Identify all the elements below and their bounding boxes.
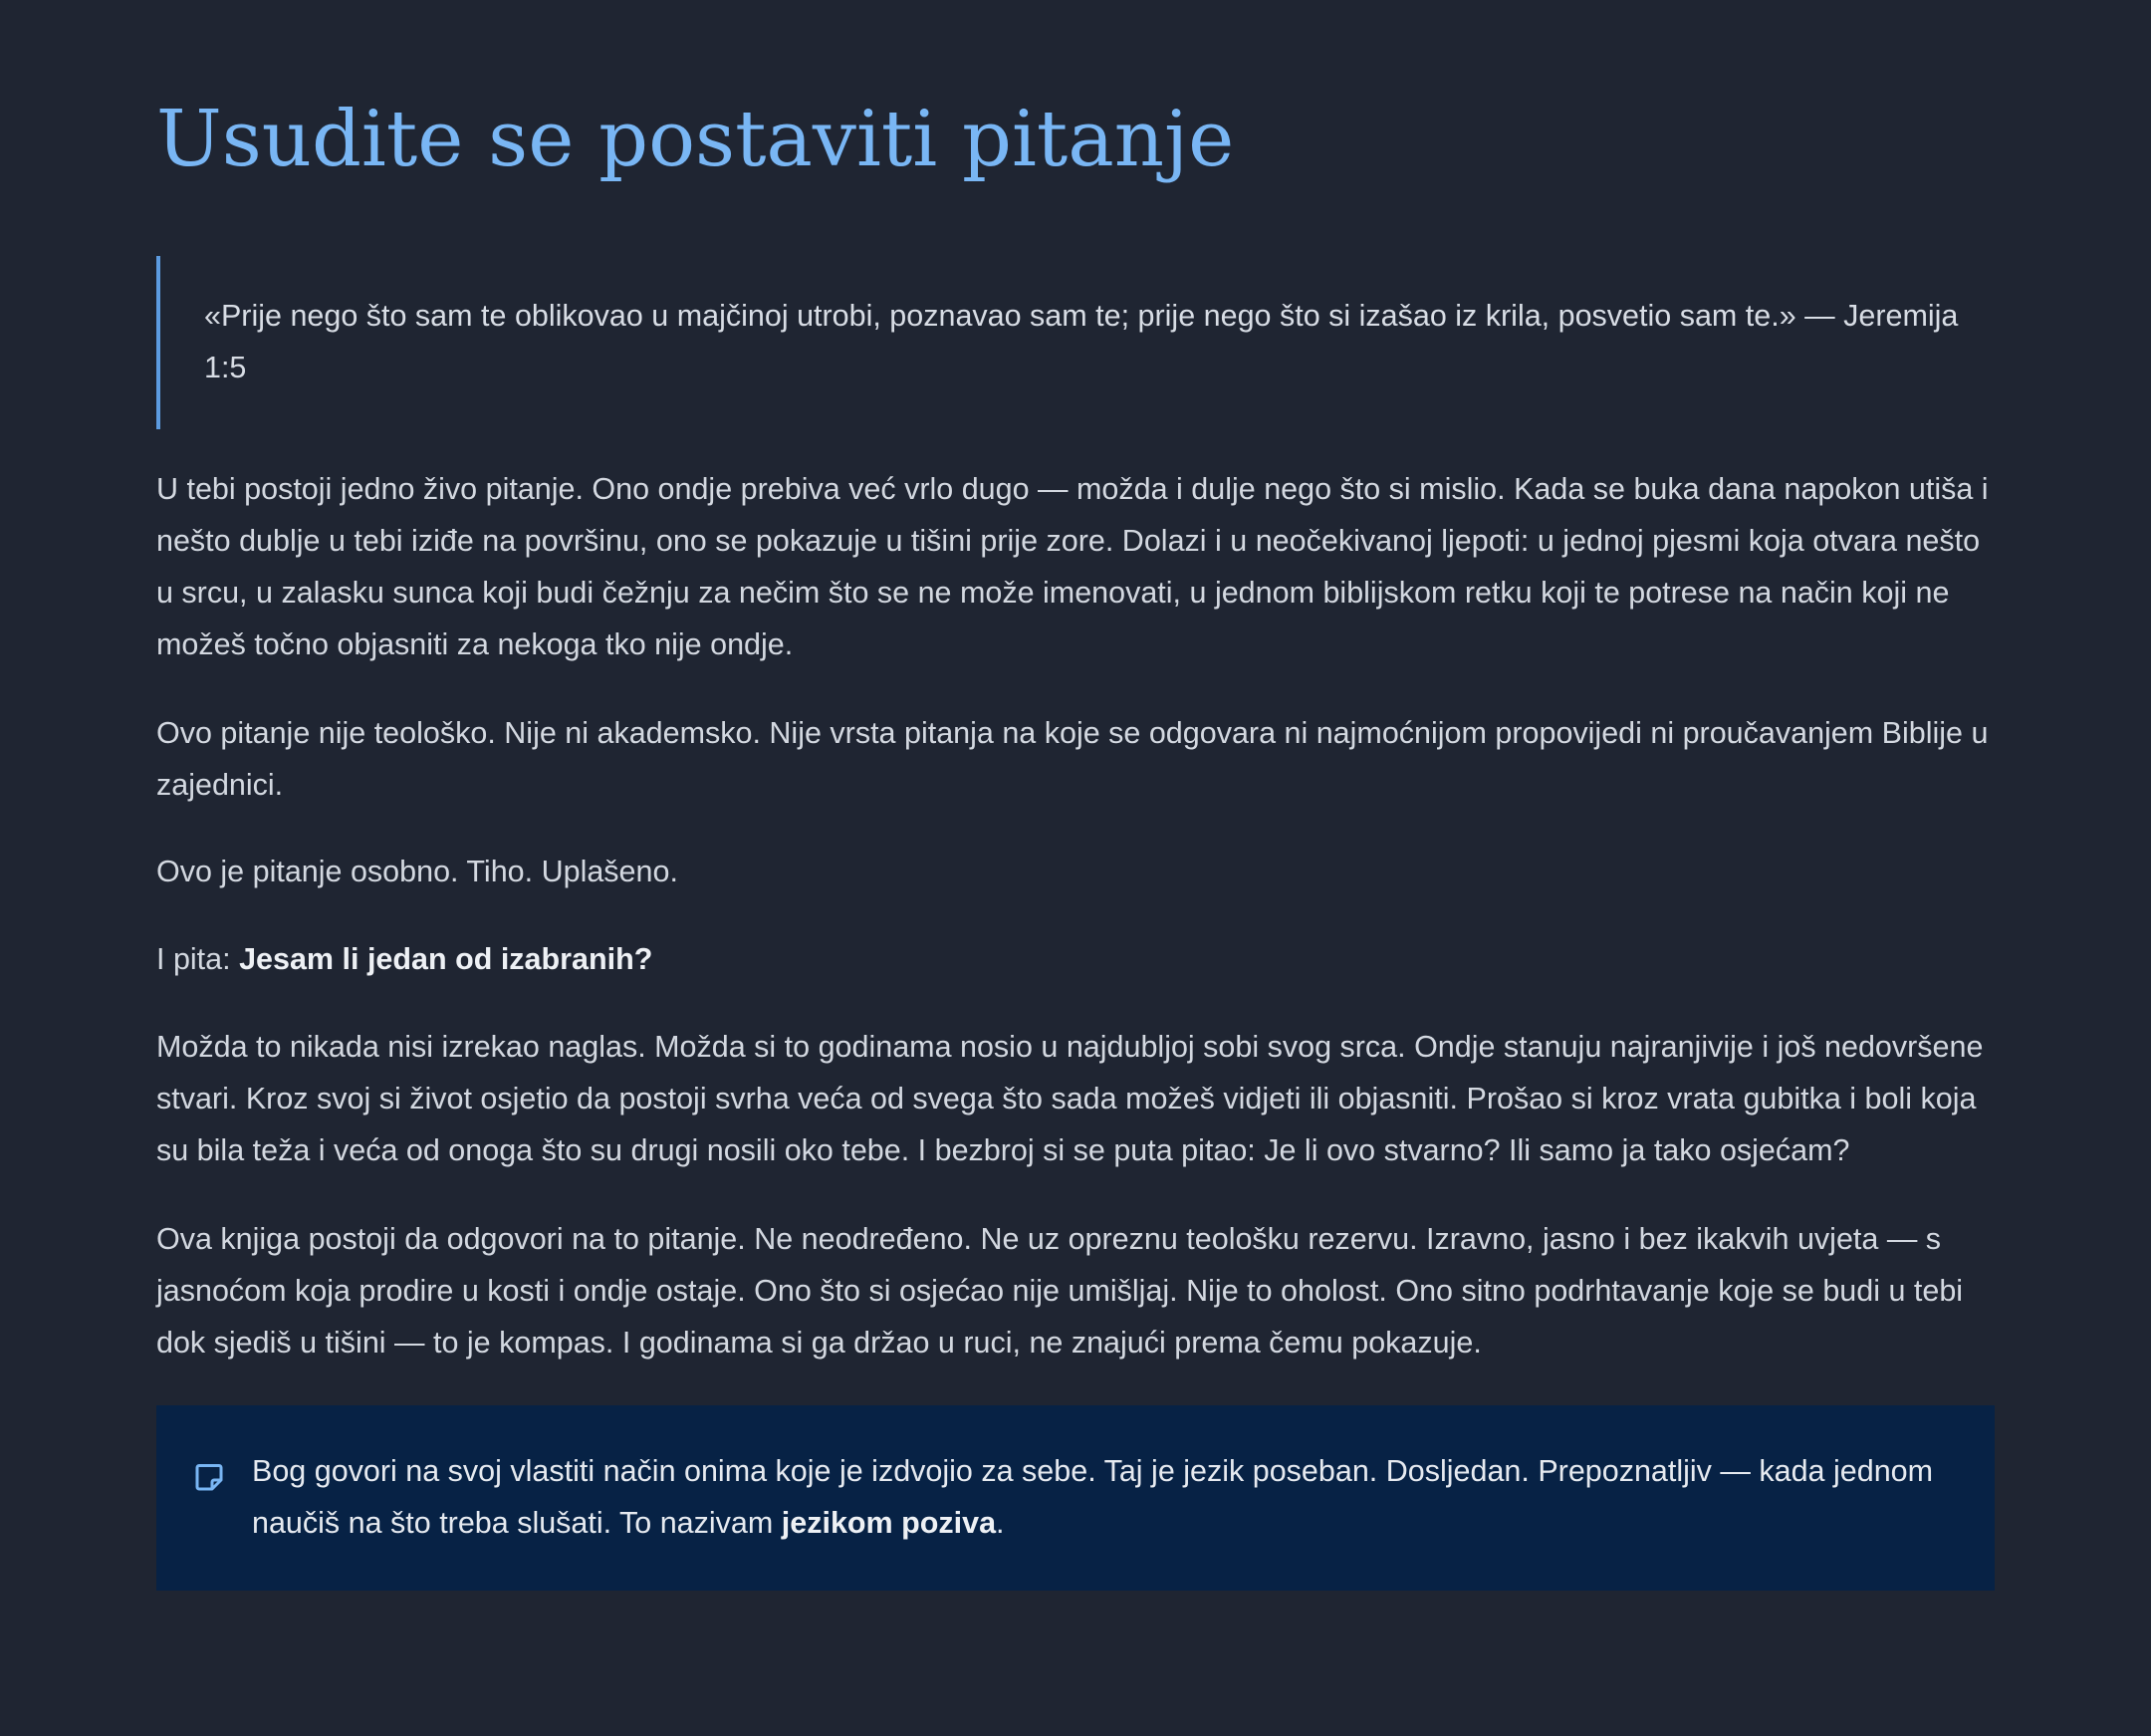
paragraph-1: U tebi postoji jedno živo pitanje. Ono ondje prebiva već vrlo dugo — možda i dulje nego što si mislio. Kada se buka dana napokon utiša i nešto dublje u tebi iziđe na površinu, ono se pokazuje u tišini prije zore. Dolazi i u neočekivanoj ljepoti: u jednoj pjesmi koja otvara nešto u srcu, u zalasku sunca koji budi čežnju za nečim što se ne može imenovati, u jednom biblijskom retku koji te potrese na način koji ne možeš točno objasniti za nekoga tko nije ondje. xyxy=(156,472,1989,661)
callout-emphasis: jezikom poziva xyxy=(781,1506,997,1540)
paragraph-4 xyxy=(156,933,1995,985)
paragraph-4-prefix: I pita: xyxy=(156,942,240,976)
quote-text: «Prije nego što sam te oblikovao u majčinoj utrobi, poznavao sam te; prije nego što si izašao iz krila, posvetio sam te.» — Jeremija 1:5 xyxy=(204,299,1959,384)
scripture-quote xyxy=(156,256,1995,429)
paragraph-5: Možda to nikada nisi izrekao naglas. Možda si to godinama nosio u najdubljoj sobi svog srca. Ondje stanuju najranjivije i još nedovršene stvari. Kroz svoj si život osjetio da postoji svrha veća od svega što sada možeš vidjeti ili objasniti. Prošao si kroz vrata gubitka i boli koja su bila teža i veća od onoga što su drugi nosili oko tebe. I bezbroj si se puta pitao: Je li ovo stvarno? Ili samo ja tako osjećam? xyxy=(156,1030,1984,1167)
note-icon xyxy=(194,1456,224,1486)
paragraph-3: Ovo je pitanje osobno. Tiho. Uplašeno. xyxy=(156,855,678,888)
callout-text-suffix: . xyxy=(996,1506,1005,1540)
paragraph-4-emphasis: Jesam li jedan od izabranih? xyxy=(239,942,653,976)
callout-text-prefix: Bog govori na svoj vlastiti način onima koje je izdvojio za sebe. Taj je jezik poseban. Dosljedan. Prepoznatljiv — kada jednom naučiš na što treba slušati. To nazivam xyxy=(252,1454,1934,1540)
page-title: Usudite se postaviti pitanje xyxy=(156,95,1235,184)
paragraph-2: Ovo pitanje nije teološko. Nije ni akademsko. Nije vrsta pitanja na koje se odgovara ni najmoćnijom propovijedi ni proučavanjem Biblije u zajednici. xyxy=(156,716,1989,802)
paragraph-6: Ova knjiga postoji da odgovori na to pitanje. Ne neodređeno. Ne uz opreznu teološku rezervu. Izravno, jasno i bez ikakvih uvjeta — s jasnoćom koja prodire u kosti i ondje ostaje. Ono što si osjećao nije umišljaj. Nije to oholost. Ono sitno podrhtavanje koje se budi u tebi dok sjediš u tišini — to je kompas. I godinama si ga držao u ruci, ne znajući prema čemu pokazuje. xyxy=(156,1222,1964,1360)
callout-text xyxy=(252,1445,1935,1549)
note-callout xyxy=(156,1405,1995,1591)
